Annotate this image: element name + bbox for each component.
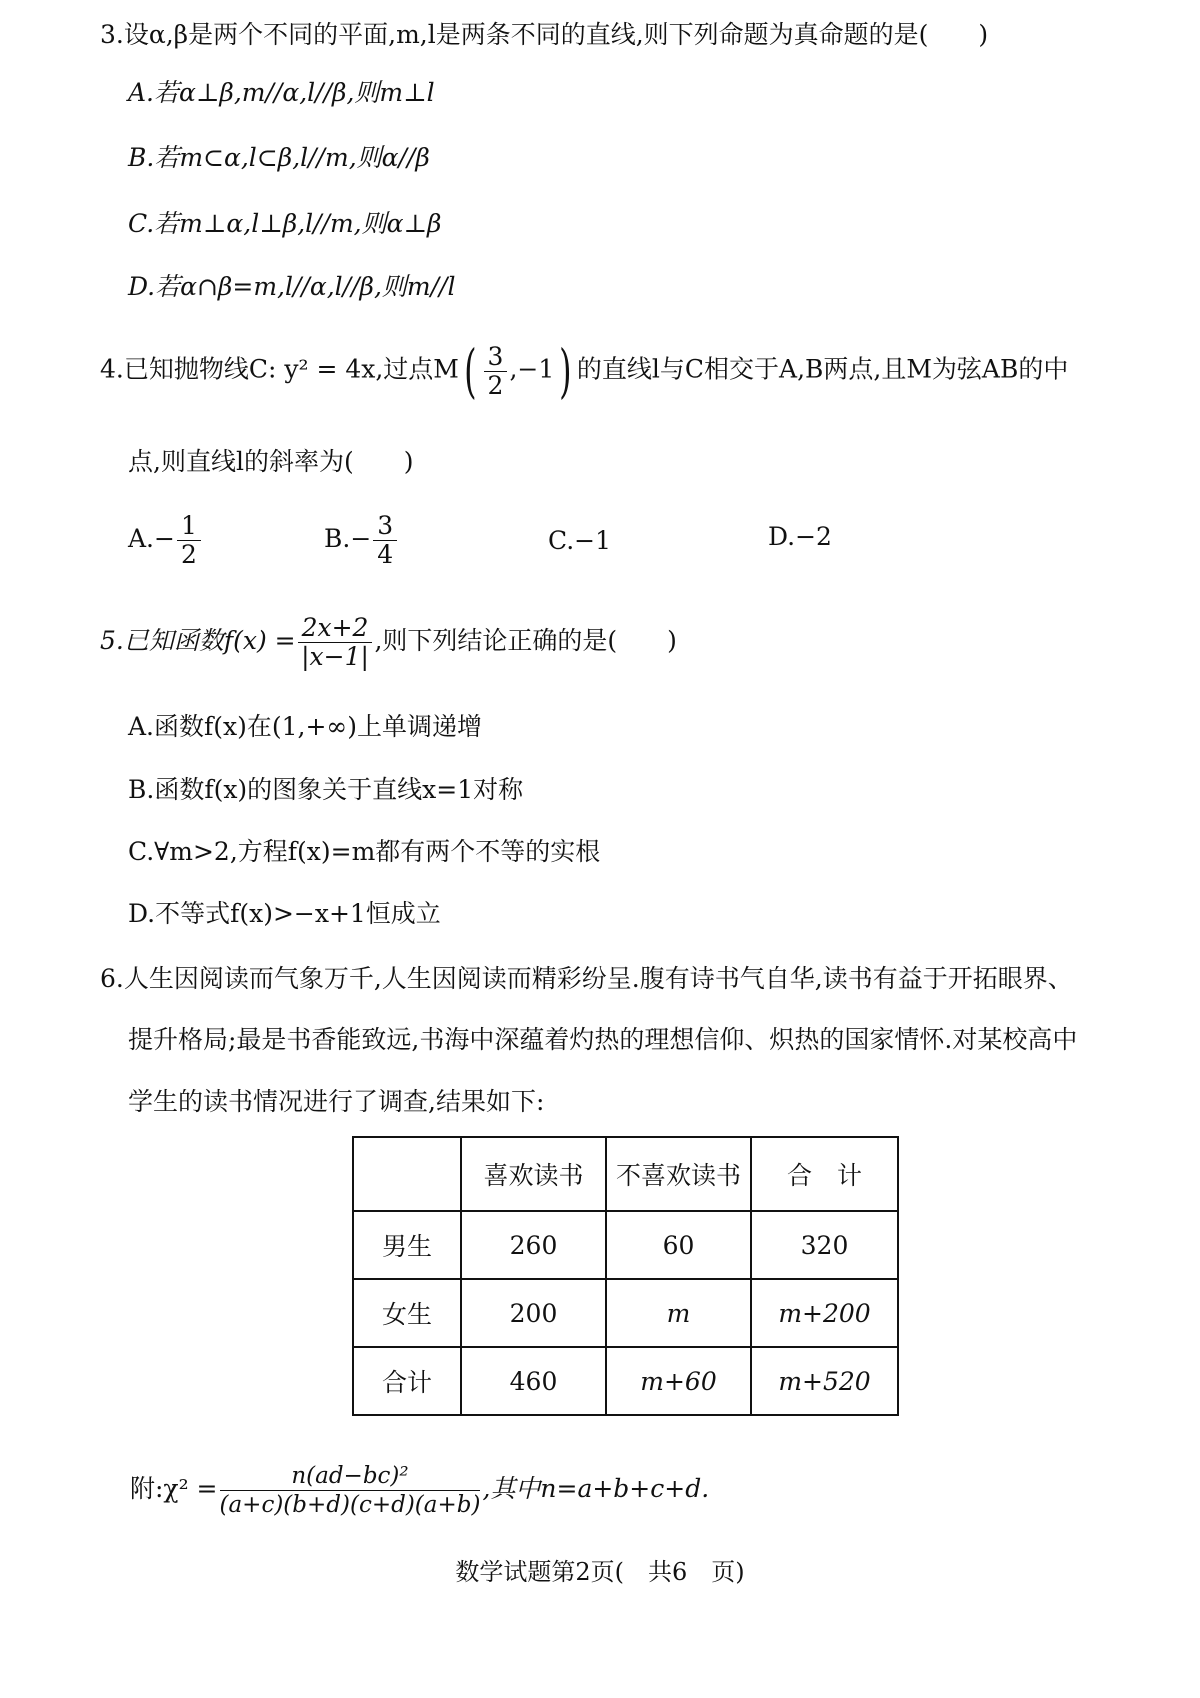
q5-stem-part-b: ,则下列结论正确的是( ) — [374, 626, 677, 655]
q3-option-d: D.若α∩β=m,l//α,l//β,则m//l — [128, 272, 456, 301]
q3-stem: 3.设α,β是两个不同的平面,m,l是两条不同的直线,则下列命题为真命题的是( ) — [100, 20, 989, 49]
q4-option-b-den: 4 — [377, 540, 394, 569]
table-cell: 200 — [461, 1279, 606, 1347]
q5-function-num: 2x+2 — [298, 614, 373, 643]
formula-num: n(ad−bc)² — [220, 1462, 481, 1491]
chi-square-formula — [130, 1462, 709, 1519]
table-row — [353, 1279, 898, 1347]
table-header-row — [353, 1137, 898, 1211]
table-cell: 460 — [461, 1347, 606, 1415]
q4-option-b — [324, 512, 399, 569]
q5-stem-part-a: 5.已知函数f(x) = — [100, 626, 296, 655]
q4-option-b-label: B.− — [324, 524, 372, 553]
q4-option-d: D.−2 — [768, 522, 832, 551]
formula-label: 附:χ² = — [130, 1474, 218, 1503]
table-cell: 260 — [461, 1211, 606, 1279]
table-cell: m — [606, 1279, 751, 1347]
q4-stem-line1 — [100, 337, 1069, 405]
q4-m-num: 3 — [484, 343, 508, 372]
q4-option-a-num: 1 — [177, 512, 201, 541]
table-cell: 合计 — [353, 1347, 461, 1415]
q6-line1: 6.人生因阅读而气象万千,人生因阅读而精彩纷呈.腹有诗书气自华,读书有益于开拓眼界、 — [100, 964, 1073, 993]
q4-stem-line2: 点,则直线l的斜率为( ) — [128, 447, 414, 476]
q4-option-b-num: 3 — [373, 512, 397, 541]
q4-stem-part-b: 的直线l与C相交于A,B两点,且M为弦AB的中 — [576, 354, 1069, 384]
q6-line3: 学生的读书情况进行了调查,结果如下: — [128, 1087, 545, 1116]
q4-m-den: 2 — [487, 370, 504, 400]
q4-option-a-den: 2 — [180, 540, 197, 569]
table-header-cell: 合 计 — [751, 1137, 898, 1211]
right-paren: ) — [559, 337, 572, 405]
page-footer: 数学试题第2页( 共6 页) — [455, 1558, 745, 1586]
q4-m-rest: ,−1 — [509, 354, 555, 384]
q3-option-b: B.若m⊂α,l⊂β,l//m,则α//β — [128, 143, 430, 172]
q5-option-c: C.∀m>2,方程f(x)=m都有两个不等的实根 — [128, 837, 601, 866]
q5-option-a: A.函数f(x)在(1,+∞)上单调递增 — [128, 712, 482, 741]
table-cell: 320 — [751, 1211, 898, 1279]
q4-option-c: C.−1 — [548, 526, 612, 555]
table-cell: m+520 — [751, 1347, 898, 1415]
q5-option-b: B.函数f(x)的图象关于直线x=1对称 — [128, 775, 524, 804]
q5-function-den: |x−1| — [301, 642, 369, 671]
table-cell: 男生 — [353, 1211, 461, 1279]
q4-option-a-fraction — [177, 512, 201, 569]
table-header-cell: 不喜欢读书 — [606, 1137, 751, 1211]
left-paren: ( — [463, 337, 477, 405]
formula-den: (a+c)(b+d)(c+d)(a+b) — [219, 1492, 481, 1518]
q3-option-a: A.若α⊥β,m//α,l//β,则m⊥l — [128, 78, 435, 107]
q6-line2: 提升格局;最是书香能致远,书海中深蕴着灼热的理想信仰、炽热的国家情怀.对某校高中 — [128, 1025, 1078, 1054]
survey-table — [352, 1136, 899, 1416]
table-cell: m+60 — [606, 1347, 751, 1415]
q4-option-a-label: A.− — [128, 524, 175, 553]
q4-option-b-fraction — [373, 512, 397, 569]
table-cell: 女生 — [353, 1279, 461, 1347]
table-row — [353, 1211, 898, 1279]
q5-stem — [100, 614, 677, 671]
q3-option-c: C.若m⊥α,l⊥β,l//m,则α⊥β — [128, 209, 442, 238]
q4-option-a — [128, 512, 203, 569]
q4-m-x-fraction — [484, 343, 508, 400]
q5-option-d: D.不等式f(x)>−x+1恒成立 — [128, 899, 441, 928]
table-row — [353, 1347, 898, 1415]
table-cell: 60 — [606, 1211, 751, 1279]
table-header-cell: 喜欢读书 — [461, 1137, 606, 1211]
formula-tail: ,其中n=a+b+c+d. — [482, 1474, 710, 1503]
table-cell: m+200 — [751, 1279, 898, 1347]
table-header-cell — [353, 1137, 461, 1211]
q5-function-fraction — [298, 614, 373, 671]
q4-stem-part-a: 4.已知抛物线C: y² = 4x,过点M — [100, 354, 459, 384]
formula-fraction — [220, 1462, 481, 1519]
